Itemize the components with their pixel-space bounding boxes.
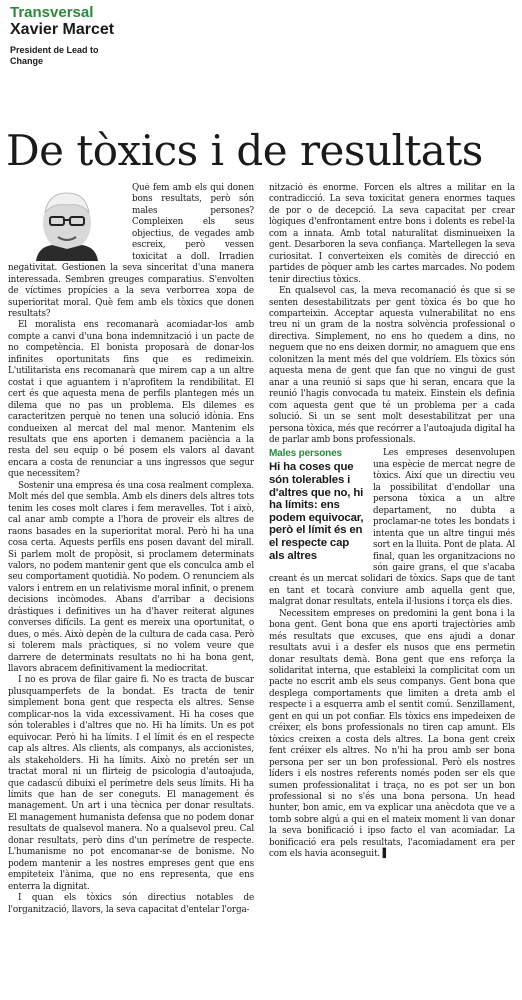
- article-headline: De tòxics i de resultats: [6, 126, 483, 175]
- author-name: Xavier Marcet: [10, 21, 115, 38]
- paragraph: Necessitem empreses on predomini la gent bona i la bona gent. Gent bona que ens aporti trajectòries amb més resultats que excuses, que ens ajudi a donar resultats avui i a desfer els nusos que ens permetin donar resultats demà. Bona gent que ens reforça la solidaritat interna, que estableixi la complicitat com un pacte no escrit amb els seus companys. Gent bona que desplega comportaments que limiten a dreta amb el respecte i a esquerra amb el sentit comú. Senzillament, gent en qui un pot confiar. Els tòxics ens impedeixen de créixer, els bons professionals no tiren cap amunt. Els tòxics creixen a costa dels altres. La bona gent creix fent créixer els altres. No n'hi ha prou amb ser bona persona per ser un bon professional. Però els nostres líders i els nostres referents només poden ser els que sumen professionalitat i traça, no es pot ser un bon professional si no s'és una bona persona. Un head hunter, bon amic, em va explicar una anècdota que ve a tomb sobre algú a qui en el mateix moment li van donar la seva bonificació i ipso facto el van acomiadar. La bonificació era pels resultats, l'acomiadament era per com els havia aconseguit. ▌: [269, 608, 515, 860]
- paragraph: Les empreses desenvolupen una espècie de mercat negre de tòxics. Així que un directiu veu la possibilitat d'endollar una persona tòxica a un altre departament, no dubta a proclamar-ne totes les bondats i intenta que un altre tingui més sort en la lluita. Pont de plata. Al final, quan les organitzacions no són gaire grans, el que s'acaba creant és un mercat solidari de tòxics. Saps que de tant en tant et tocarà conviure amb aquella gent que, malgrat donar resultats, entela il·lusions i torça els dies.: [269, 448, 515, 608]
- pull-quote: [269, 448, 366, 562]
- author-portrait-icon: [8, 183, 126, 261]
- pull-quote-text: Hi ha coses que són tolerables i d'altres que no, hi ha límits: ens podem equivocar, però el límit és en el respecte cap als altres: [269, 461, 364, 562]
- section-label: Transversal: [10, 4, 94, 21]
- text-column-left: [8, 183, 254, 997]
- article-header: [10, 4, 310, 67]
- pull-quote-label: Males persones: [269, 448, 342, 460]
- paragraph: En qualsevol cas, la meva recomanació és que si se senten desestabilitzats per gent tòxica és bo que ho comparteixin. Acceptar aquesta vulnerabilitat no ens treu ni un gram de la nostra solvència professional o directiva. Simplement, no ens ho quedem a dins, no neguem que no ens deixen dormir, no amaguem que ens colonitzen la ment més del que voldríem. Els tòxics són aquesta mena de gent que fan que no vingui de gust anar a una reunió si saps que hi seran, encara que la reunió l'hagis convocada tu mateix. Einstein els definia com aquesta gent que té un problema per a cada solució. Si un se sent molt desestabilitzat per una persona tòxica, més que recórrer a l'autoajuda digital ha de parlar amb bons professionals.: [269, 286, 515, 445]
- paragraph: nització és enorme. Forcen els altres a militar en la contradicció. La seva toxicitat genera enormes taques de por o de decepció. La seva capacitat per crear lògiques d'enfrontament entre bons i dolents es rebel·la com a innata. Amb total naturalitat disminueixen la gent. Desarboren la seva confiança. Martellegen la seva curiositat. I converteixen els comitès de direcció en partides de pòquer amb les cartes marcades. No podem tenir directius tòxics.: [269, 183, 515, 285]
- paragraph: Què fem amb els qui donen bons resultats, però són males persones? Compleixen els seus objectius, de vegades amb escreix, però vessen toxicitat a doll. Irradien negativitat. Gestionen la seva sinceritat d'una manera interessada. Sembren greuges comparatius. S'envolten de víctimes propícies a la seva verborrea xopa de superioritat moral. Què fem amb els tòxics que donen resultats?: [8, 183, 254, 319]
- paragraph: Sostenir una empresa és una cosa realment complexa. Molt més del que sembla. Amb els diners dels altres tots tenim les coses molt clares i fem meravelles. Tot i això, cal anar amb compte a l'hora de proveir els altres de raons basades en la superioritat moral. Però hi ha una cosa certa. Aquests perfils ens posen davant del mirall. Si parlem molt de propòsit, si proclamem determinats valors, no podem mantenir gent que els conculca amb el seu comportament quotidià. No podem. O renunciem als valors i entrem en un relativisme moral infinit, o prenem decisions incòmodes. Abans d'arribar a decisions dràstiques i definitives un ha d'haver reiterat algunes converses difícils. La gent es mereix una oportunitat, o dues, o més. Això depèn de la cultura de cada casa. Però si tolerem mals pràctiques, si no volem veure que darrere de determinats resultats no hi ha bona gent, llavors abracem definitivament la mediocritat.: [8, 480, 254, 675]
- paragraph: El moralista ens recomanarà acomiadar-los amb compte a canvi d'una bona indemnització i un pacte de no competència. El bonista proposarà de donar-los infinites oportunitats fins que es redimeixin. L'utilitarista ens recomanarà que mirem cap a un altre costat i que aguantem i n'aprofitem la rendibilitat. El cert és que aquesta mena de perfils plantegen més un dilema que no pas un problema. Els dilemes es caracteritzen perquè no tenen una solució idònia. Ens condueixen al mercat del mal menor. Mantenim els resultats que ens aporten i demanem paciència a la resta del seu equip o bé posem els valors al davant encara a costa de renunciar a uns ingressos que segur que necessitem?: [8, 320, 254, 480]
- author-role: President de Lead to Change: [10, 45, 99, 66]
- text-column-right: [269, 183, 515, 997]
- paragraph: I no es prova de filar gaire fi. No es tracta de buscar plusquamperfets de la bondat. Es tracta de tenir simplement bona gent que respecta els altres. Sense complicar-nos la vida excessivament. Hi ha coses que són tolerables i d'altres que no. Hi ha límits. Un es pot equivocar. Però hi ha límits. I el límit és en el respecte cap als altres. Als clients, als companys, als accionistes, als stakeholders. Hi ha límits. Això no pretén ser un tractat moral ni un flirteig de psicologia d'autoajuda, que cadascú dibuixi el perímetre dels seus límits. Hi ha límits que han de ser coneguts. El management és management. Un art i una tècnica per donar resultats. El management humanista defensa que no podem donar resultats de qualsevol manera. No a qualsevol preu. Cal donar resultats, però dins d'un perímetre de respecte. L'humanisme no pot encomanar-se de bonisme. No podem mantenir a les nostres empreses gent que ens empiteteix l'ànima, que no ens representa, que ens enterra la dignitat.: [8, 675, 254, 892]
- paragraph: I quan els tòxics són directius notables de l'organització, llavors, la seva capacitat d'entelar l'orga-: [8, 893, 254, 915]
